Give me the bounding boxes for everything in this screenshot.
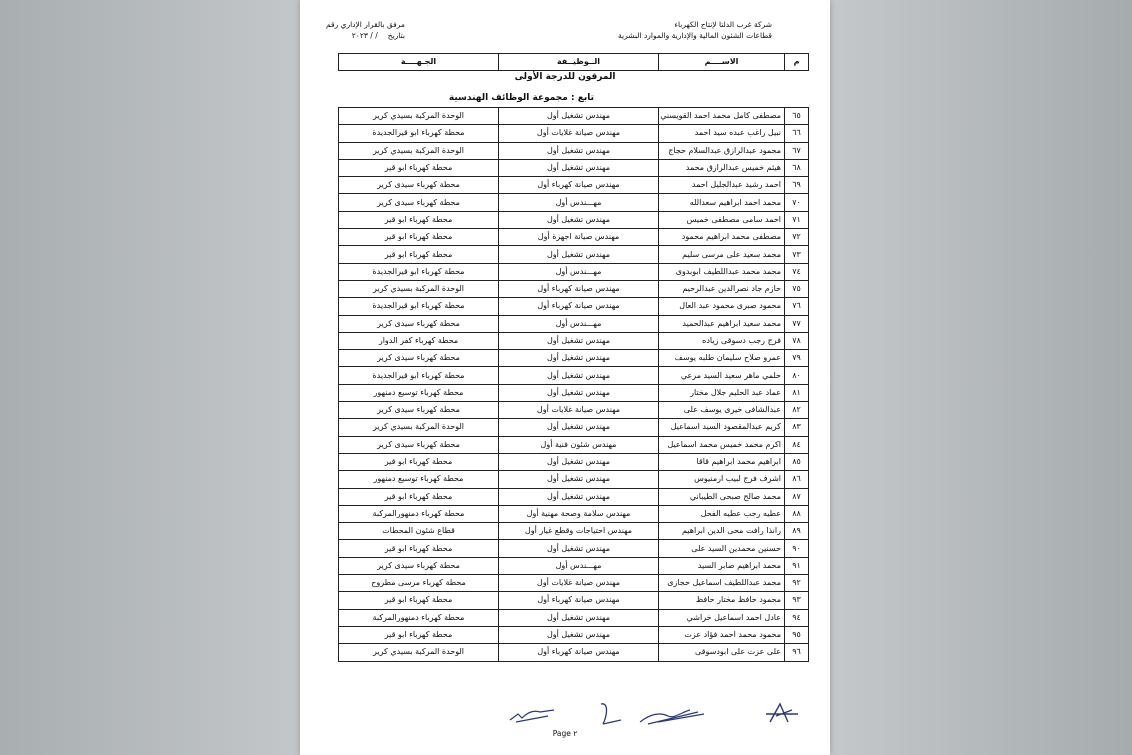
job-title: مهندس تشغيل أول (499, 350, 659, 367)
employee-name: محمد صالح صبحى الطيباني (659, 488, 785, 505)
job-title: مهـــندس أول (499, 557, 659, 574)
employee-name: عبدالشافى خيرى يوسف على (659, 402, 785, 419)
department: محطة كهرباء توسيع دمنهور (339, 471, 499, 488)
job-title: مهندس تشغيل أول (499, 211, 659, 228)
table-row (339, 471, 809, 488)
employee-name: رانذا رافت محى الدين ابراهيم (659, 523, 785, 540)
table-row (339, 540, 809, 557)
job-title: مهندس تشغيل أول (499, 540, 659, 557)
job-title: مهندس تشغيل أول (499, 159, 659, 176)
row-number: ٦٥ (785, 108, 809, 125)
job-title: مهندس صيانة اجهزة أول (499, 229, 659, 246)
table-row (339, 592, 809, 609)
row-number: ٨٦ (785, 471, 809, 488)
department: محطة كهرباء سيدى كرير (339, 315, 499, 332)
department: محطة كهرباء ابو قير (339, 211, 499, 228)
job-title: مهندس تشغيل أول (499, 488, 659, 505)
table-row (339, 315, 809, 332)
department: محطة كهرباء ابو قير (339, 592, 499, 609)
employee-name: عماد عبد الحليم جلال مختار (659, 384, 785, 401)
row-number: ٦٨ (785, 159, 809, 176)
employee-name: احمد سامى مصطفى خميس (659, 211, 785, 228)
job-title: مهندس احتياجات وقطع غيار أول (499, 523, 659, 540)
date-line (326, 30, 405, 41)
employee-name: محمد محمد عبداللطيف ابوبدوى (659, 263, 785, 280)
table-row (339, 142, 809, 159)
job-title: مهندس صيانة كهرباء أول (499, 644, 659, 661)
row-number: ٦٩ (785, 177, 809, 194)
row-number: ٧٨ (785, 332, 809, 349)
table-row (339, 332, 809, 349)
row-number: ٧٠ (785, 194, 809, 211)
row-number: ٧٦ (785, 298, 809, 315)
employee-name: احمد رشيد عبدالجليل احمد (659, 177, 785, 194)
department: قطاع شئون المحطات (339, 523, 499, 540)
sector-name: قطاعات الشئون المالية والإدارية والموارد البشرية (618, 31, 772, 40)
document-page (300, 0, 830, 755)
table-row (339, 194, 809, 211)
background-right (830, 0, 1132, 755)
employee-table-body (339, 108, 809, 662)
table-row (339, 557, 809, 574)
department: محطة كهرباء ابو قير (339, 488, 499, 505)
table-row (339, 419, 809, 436)
employee-name: كريم عبدالمقصود السيد اسماعيل (659, 419, 785, 436)
job-title: مهندس صيانة كهرباء أول (499, 298, 659, 315)
decree-reference (326, 19, 405, 41)
table-row (339, 177, 809, 194)
job-title: مهندس تشغيل أول (499, 626, 659, 643)
signature-2-icon (638, 704, 708, 726)
department: الوحدة المركبة بسيدي كرير (339, 142, 499, 159)
row-number: ٩٦ (785, 644, 809, 661)
employee-name: محمد سعيد ابراهيم عبدالحميد (659, 315, 785, 332)
employee-name: محمد عبداللطيف اسماعيل حجازى (659, 575, 785, 592)
job-title: مهندس صيانة غلايات أول (499, 575, 659, 592)
signature-3-icon (595, 700, 627, 728)
job-title: مهندس تشغيل أول (499, 108, 659, 125)
department: محطة كهرباء ابو قير (339, 246, 499, 263)
department: محطة كهرباء ابو قير (339, 626, 499, 643)
row-number: ٨٨ (785, 505, 809, 522)
employee-name: محمود حافظ مختار حافظ (659, 592, 785, 609)
employee-name: محمد ابراهيم صابر السيد (659, 557, 785, 574)
date-value: / / ٢٠٢٣ (351, 31, 378, 40)
row-number: ٨٣ (785, 419, 809, 436)
col-job-header: الــوظيــفة (499, 54, 659, 71)
employee-name: نبيل راغب عبده سيد احمد (659, 125, 785, 142)
page-footer: Page ٢ (552, 729, 578, 738)
job-title: مهندس سلامة وصحة مهنية أول (499, 505, 659, 522)
row-number: ٧٩ (785, 350, 809, 367)
row-number: ٨٧ (785, 488, 809, 505)
department: الوحدة المركبة بسيدي كرير (339, 644, 499, 661)
employee-name: ابراهيم محمد ابراهيم قاقا (659, 453, 785, 470)
table-row (339, 575, 809, 592)
row-number: ٩٢ (785, 575, 809, 592)
row-number: ٨١ (785, 384, 809, 401)
table-row (339, 280, 809, 297)
job-title: مهندس صيانة غلايات أول (499, 402, 659, 419)
table-row (339, 384, 809, 401)
row-number: ٧٧ (785, 315, 809, 332)
job-title: مهندس صيانة كهرباء أول (499, 280, 659, 297)
employee-name: على عزت على ابودسوقى (659, 644, 785, 661)
table-row (339, 263, 809, 280)
department: محطة كهرباء مرسى مطروح (339, 575, 499, 592)
col-name-header: الاســــم (659, 54, 785, 71)
row-number: ٦٧ (785, 142, 809, 159)
row-number: ٧١ (785, 211, 809, 228)
table-row (339, 644, 809, 661)
employee-name: محمود محمد احمد فؤاد عزت (659, 626, 785, 643)
row-number: ٨٩ (785, 523, 809, 540)
table-row (339, 453, 809, 470)
table-row (339, 367, 809, 384)
row-number: ٧٥ (785, 280, 809, 297)
job-title: مهندس تشغيل أول (499, 453, 659, 470)
row-number: ٨٢ (785, 402, 809, 419)
department: محطة كهرباء توسيع دمنهور (339, 384, 499, 401)
job-title: مهندس تشغيل أول (499, 471, 659, 488)
signature-4-icon (508, 706, 558, 724)
job-title: مهندس شئون فنية أول (499, 436, 659, 453)
department: محطة كهرباء سيدى كرير (339, 557, 499, 574)
employee-table (338, 107, 809, 662)
employee-name: محمد سعيد على مرسى سليم (659, 246, 785, 263)
job-title: مهندس صيانة غلايات أول (499, 125, 659, 142)
employee-name: عادل احمد اسماعيل خراشي (659, 609, 785, 626)
table-row (339, 211, 809, 228)
job-title: مهندس تشغيل أول (499, 609, 659, 626)
department: محطة كهرباء سيدى كرير (339, 436, 499, 453)
col-dept-header: الجـهــــة (339, 54, 499, 71)
subsection-title: تابع : مجموعة الوظائف الهندسية (448, 93, 594, 103)
column-header-table (338, 53, 809, 71)
department: محطة كهرباء ابو قيرالجديدة (339, 125, 499, 142)
department: الوحدة المركبة بسيدي كرير (339, 419, 499, 436)
department: محطة كهرباء ابو قيرالجديدة (339, 263, 499, 280)
job-title: مهندس تشغيل أول (499, 419, 659, 436)
col-num-header: م (785, 54, 809, 71)
table-row (339, 488, 809, 505)
row-number: ٩٠ (785, 540, 809, 557)
company-name: شركة غرب الدلتا لإنتاج الكهرباء (674, 20, 772, 29)
table-row (339, 626, 809, 643)
table-row (339, 229, 809, 246)
employee-name: محمود صبرى محمود عبد العال (659, 298, 785, 315)
table-row (339, 505, 809, 522)
job-title: مهـــندس أول (499, 263, 659, 280)
table-row (339, 108, 809, 125)
job-title: مهندس صيانة كهرباء أول (499, 177, 659, 194)
department: الوحدة المركبة بسيدي كرير (339, 280, 499, 297)
row-number: ٧٤ (785, 263, 809, 280)
job-title: مهندس تشغيل أول (499, 367, 659, 384)
date-label: بتاريخ (387, 31, 405, 40)
section-title: المرقون للدرجة الأولى (514, 72, 616, 82)
table-row (339, 523, 809, 540)
job-title: مهندس تشغيل أول (499, 332, 659, 349)
table-row (339, 298, 809, 315)
job-title: مهندس تشغيل أول (499, 142, 659, 159)
department: الوحدة المركبة بسيدي كرير (339, 108, 499, 125)
job-title: مهندس صيانة كهرباء أول (499, 592, 659, 609)
employee-name: حسنين محمدين السيد على (659, 540, 785, 557)
department: محطة كهرباء دمنهورالمركبة (339, 609, 499, 626)
row-number: ٨٥ (785, 453, 809, 470)
department: محطة كهرباء سيدى كرير (339, 194, 499, 211)
row-number: ٩١ (785, 557, 809, 574)
column-header-row (339, 54, 809, 71)
employee-name: حلمي ماهر سعيد السيد مرعي (659, 367, 785, 384)
employee-name: محمود عبدالرازق عبدالسلام حجاج (659, 142, 785, 159)
employee-name: محمد احمد ابراهيم سعدالله (659, 194, 785, 211)
signature-1-icon (762, 700, 802, 726)
department: محطة كهرباء ابو قير (339, 229, 499, 246)
company-header (618, 19, 772, 41)
employee-name: اشرف فرج لبيب ارمنيوس (659, 471, 785, 488)
employee-name: هيثم خميس عبدالرازق محمد (659, 159, 785, 176)
job-title: مهندس تشغيل أول (499, 384, 659, 401)
table-row (339, 402, 809, 419)
row-number: ٨٤ (785, 436, 809, 453)
department: محطة كهرباء سيدى كرير (339, 350, 499, 367)
department: محطة كهرباء ابو قير (339, 453, 499, 470)
row-number: ٨٠ (785, 367, 809, 384)
employee-name: عطيه رجب عطيه الفحل (659, 505, 785, 522)
row-number: ٩٣ (785, 592, 809, 609)
row-number: ٧٢ (785, 229, 809, 246)
row-number: ٦٦ (785, 125, 809, 142)
department: محطة كهرباء سيدى كرير (339, 177, 499, 194)
table-row (339, 125, 809, 142)
department: محطة كهرباء دمنهورالمركبة (339, 505, 499, 522)
employee-name: مصطفى كامل محمد احمد القويسني (659, 108, 785, 125)
department: محطة كهرباء ابو قيرالجديدة (339, 298, 499, 315)
background-left (0, 0, 300, 755)
attachment-label: مرفق بالقرار الإداري رقم (326, 20, 405, 29)
employee-name: فرج رجب دسوقى زياده (659, 332, 785, 349)
department: محطة كهرباء ابو قير (339, 159, 499, 176)
employee-name: عمرو صلاح سليمان طلبه يوسف (659, 350, 785, 367)
department: محطة كهرباء ابو قير (339, 540, 499, 557)
department: محطة كهرباء ابو قيرالجديدة (339, 367, 499, 384)
table-row (339, 609, 809, 626)
department: محطة كهرباء سيدى كرير (339, 402, 499, 419)
job-title: مهـــندس أول (499, 194, 659, 211)
table-row (339, 159, 809, 176)
department: محطة كهرباء كفر الدوار (339, 332, 499, 349)
row-number: ٩٥ (785, 626, 809, 643)
table-row (339, 436, 809, 453)
row-number: ٧٣ (785, 246, 809, 263)
row-number: ٩٤ (785, 609, 809, 626)
employee-name: حازم جاد نصرالدين عبدالرحيم (659, 280, 785, 297)
table-row (339, 350, 809, 367)
job-title: مهندس تشغيل أول (499, 246, 659, 263)
table-row (339, 246, 809, 263)
job-title: مهـــندس أول (499, 315, 659, 332)
employee-name: اكرم محمد خميس محمد اسماعيل (659, 436, 785, 453)
employee-name: مصطفى محمد ابراهيم محمود (659, 229, 785, 246)
